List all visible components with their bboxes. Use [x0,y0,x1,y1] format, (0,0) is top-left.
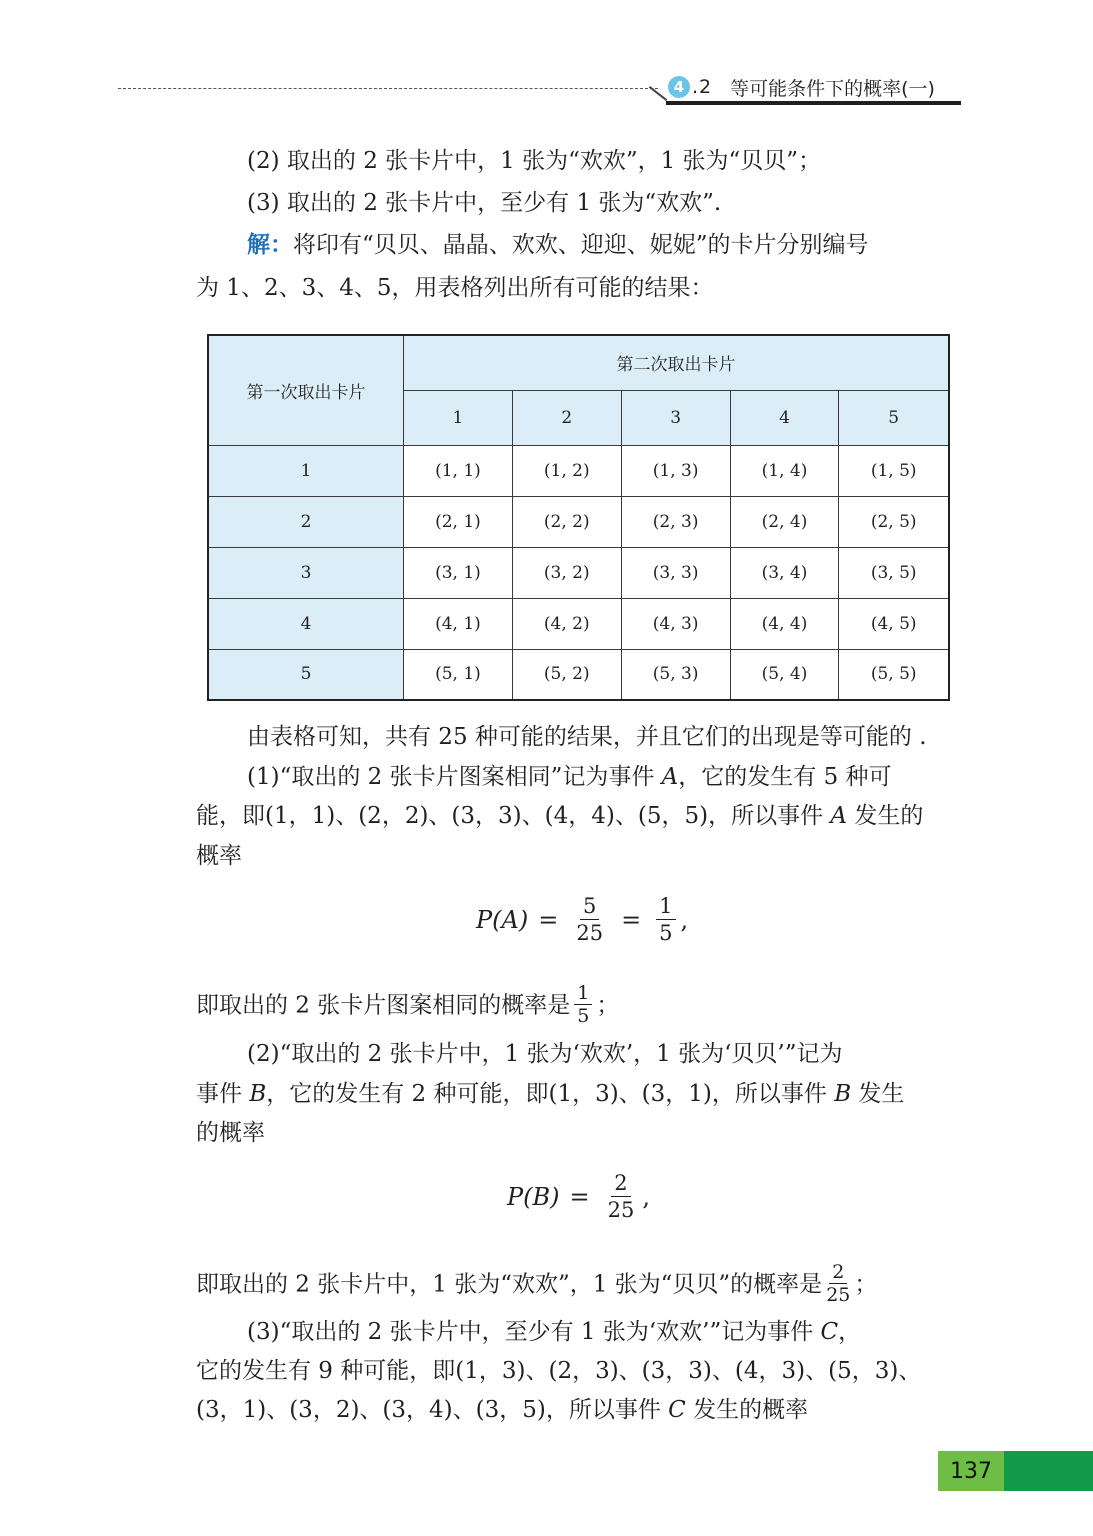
fraction [605,1171,638,1222]
column-label: 5 [839,390,949,445]
denominator: 25 [826,1284,851,1306]
fraction [574,982,592,1027]
text-span: 能，即(1，1)、(2，2)、(3，3)、(4，4)、(5，5)，所以事件 [196,803,831,829]
chapter-number-badge: 4 [668,76,690,98]
fraction [656,894,675,945]
table-cell: (1, 4) [730,445,839,496]
row-label: 5 [208,649,404,700]
formula-comma: , [642,1182,650,1211]
text-span: 事件 [196,1081,250,1107]
row-header-cell: 第一次取出卡片 [208,335,404,445]
table-cell: (2, 1) [404,496,513,547]
text-span: ，它的发生有 2 种可能，即(1，3)、(3，1)，所以事件 [266,1081,835,1107]
row-label: 3 [208,547,404,598]
table-cell: (3, 4) [730,547,839,598]
numerator: 5 [580,894,599,920]
table-row [208,547,949,598]
header-dashed-rule [118,88,658,89]
table-cell: (4, 5) [839,598,949,649]
text-span: 即取出的 2 张卡片图案相同的概率是 [196,992,571,1019]
table-cell: (2, 3) [621,496,730,547]
solution-intro-line-1 [247,230,869,260]
table-cell: (5, 5) [839,649,949,700]
formula-lhs: P(A) [476,905,529,934]
table-cell: (5, 3) [621,649,730,700]
variable-c: C [668,1397,686,1423]
part1-line-2 [196,801,923,831]
table-cell: (1, 2) [512,445,621,496]
part2-line-1: (2)“取出的 2 张卡片中，1 张为‘欢欢’，1 张为‘贝贝’”记为 [247,1041,843,1067]
column-label: 4 [730,390,839,445]
running-header [668,74,935,100]
page-number: 137 [938,1451,1004,1491]
part2-line-3: 的概率 [196,1120,265,1146]
question-3: (3) 取出的 2 张卡片中，至少有 1 张为“欢欢”. [247,190,722,216]
variable-b: B [834,1081,852,1107]
table-cell: (4, 1) [404,598,513,649]
table-cell: (4, 2) [512,598,621,649]
formula-comma: , [680,905,689,934]
table-row [208,598,949,649]
text-span: ； [596,992,620,1019]
table-cell: (1, 1) [404,445,513,496]
denominator: 25 [607,1198,635,1222]
denominator: 5 [577,1005,590,1027]
table-cell: (4, 3) [621,598,730,649]
outcome-table [207,334,950,701]
formula-lhs: P(B) [507,1182,560,1211]
numerator: 2 [611,1171,630,1197]
table-cell: (1, 3) [621,445,730,496]
text-span: (3)“取出的 2 张卡片中，至少有 1 张为‘欢欢’”记为事件 [247,1319,821,1345]
part3-line-1 [247,1317,861,1347]
table-cell: (5, 2) [512,649,621,700]
row-label: 4 [208,598,404,649]
variable-b: B [249,1081,267,1107]
table-row [208,649,949,700]
solution-intro-line-2: 为 1、2、3、4、5，用表格列出所有可能的结果： [196,275,714,301]
table-cell: (2, 2) [512,496,621,547]
header-underline [666,101,961,105]
column-header-cell: 第二次取出卡片 [404,335,950,390]
table-cell: (3, 2) [512,547,621,598]
variable-a: A [830,803,848,829]
variable-c: C [820,1319,839,1345]
column-label: 3 [621,390,730,445]
text-span: 发生 [851,1081,905,1107]
column-label: 2 [512,390,621,445]
text-span: ， [838,1319,862,1345]
numerator: 2 [829,1261,847,1284]
numerator: 1 [656,894,675,920]
text-span: (1)“取出的 2 张卡片图案相同”记为事件 [247,764,662,790]
numerator: 1 [574,982,592,1005]
row-label: 1 [208,445,404,496]
table-cell: (2, 5) [839,496,949,547]
denominator: 5 [659,921,673,945]
table-cell: (3, 3) [621,547,730,598]
equals-sign: = [569,1182,590,1211]
table-cell: (3, 1) [404,547,513,598]
table-cell: (3, 5) [839,547,949,598]
fraction [573,894,606,945]
summary-text: 由表格可知，共有 25 种可能的结果，并且它们的出现是等可能的 . [247,724,927,750]
page-number-bar [1004,1451,1093,1491]
equals-sign: = [621,905,642,934]
solution-label: 解： [247,231,293,258]
result-1 [196,984,619,1029]
text-span: 即取出的 2 张卡片中，1 张为“欢欢”，1 张为“贝贝”的概率是 [196,1271,823,1298]
part1-line-1 [247,762,892,792]
table-row [208,496,949,547]
text-span: 发生的概率 [685,1397,809,1423]
fraction [826,1261,850,1306]
part3-line-3 [196,1395,808,1425]
part3-line-2: 它的发生有 9 种可能，即(1，3)、(2，3)、(3，3)、(4，3)、(5，3)、 [196,1358,922,1384]
equals-sign: = [538,905,559,934]
part2-line-2 [196,1079,904,1109]
formula-pa [476,894,688,945]
text-span: ，它的发生有 5 种可 [678,764,892,790]
text-span: 发生的 [847,803,924,829]
column-label: 1 [404,390,513,445]
table-cell: (2, 4) [730,496,839,547]
part1-line-3: 概率 [196,843,242,869]
question-2: (2) 取出的 2 张卡片中，1 张为“欢欢”，1 张为“贝贝”； [247,148,822,174]
table-cell: (4, 4) [730,598,839,649]
variable-a: A [661,764,679,790]
solution-intro-text: 将印有“贝贝、晶晶、欢欢、迎迎、妮妮”的卡片分别编号 [293,232,869,258]
section-number: .2 [692,76,713,98]
table-cell: (1, 5) [839,445,949,496]
text-span: (3，1)、(3，2)、(3，4)、(3，5)，所以事件 [196,1397,669,1423]
denominator: 25 [576,921,604,945]
text-span: ； [854,1271,878,1298]
section-title: 等可能条件下的概率(一) [730,77,935,100]
table-row [208,445,949,496]
table-cell: (5, 1) [404,649,513,700]
table-cell: (5, 4) [730,649,839,700]
formula-pb [507,1171,650,1222]
header-slant-rule [649,86,667,101]
result-2 [196,1263,877,1308]
row-label: 2 [208,496,404,547]
